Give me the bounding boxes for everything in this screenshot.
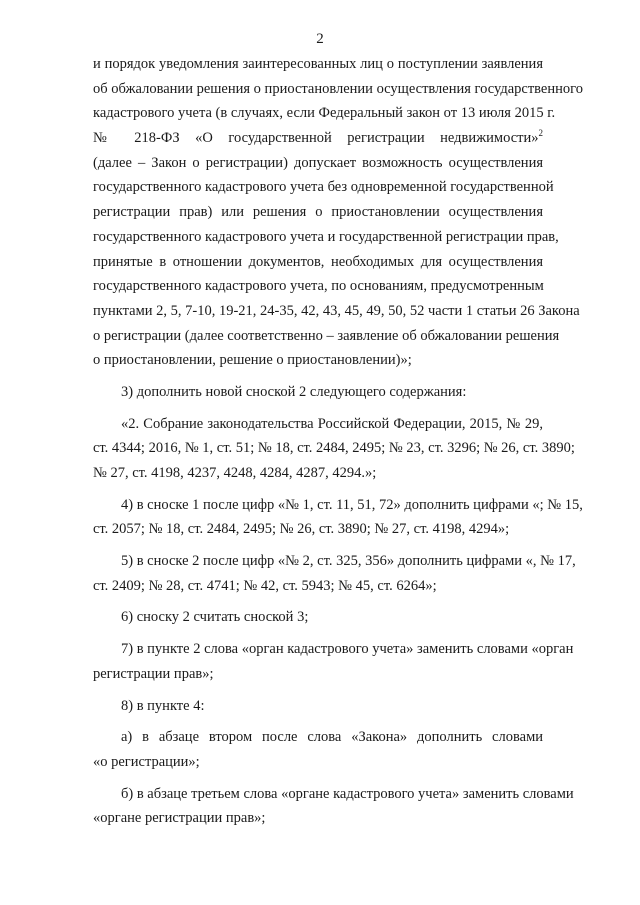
text-line: ст. 4344; 2016, № 1, ст. 51; № 18, ст. 2484, 2495; № 23, ст. 3296; № 26, ст. 3890;: [93, 440, 575, 457]
text-line: 3) дополнить новой сноской 2 следующего содержания:: [121, 383, 467, 400]
text-line: ст. 2057; № 18, ст. 2484, 2495; № 26, ст. 3890; № 27, ст. 4198, 4294»;: [93, 521, 510, 538]
text-line: государственного кадастрового учета без одновременной государственной: [93, 179, 554, 196]
text-line: пунктами 2, 5, 7-10, 19-21, 24-35, 42, 43, 45, 49, 50, 52 части 1 статьи 26 Закона: [93, 302, 580, 319]
text-line: 8) в пункте 4:: [121, 697, 205, 714]
text-line: кадастрового учета (в случаях, если Федеральный закон от 13 июля 2015 г.: [93, 105, 556, 122]
text-line: б) в абзаце третьем слова «органе кадастрового учета» заменить словами: [121, 785, 574, 802]
text-line: 4) в сноске 1 после цифр «№ 1, ст. 11, 51, 72» дополнить цифрами «; № 15,: [121, 496, 583, 513]
text-line: (далее – Закон о регистрации) допускает возможность осуществления: [93, 154, 543, 171]
text-line: 6) сноску 2 считать сноской 3;: [121, 609, 309, 626]
text-line: «2. Собрание законодательства Российской Федерации, 2015, № 29,: [121, 415, 543, 432]
text-line: № 27, ст. 4198, 4237, 4248, 4284, 4287, 4294.»;: [93, 465, 377, 481]
text-line: принятые в отношении документов, необходимых для осуществления: [93, 253, 543, 270]
text-line: № 218-ФЗ «О государственной регистрации недвижимости»$^2$: [93, 128, 543, 147]
document-body: [93, 52, 583, 831]
text-line: об обжаловании решения о приостановлении осуществления государственного: [93, 80, 583, 97]
text-line: государственного кадастрового учета, по основаниям, предусмотренным: [93, 278, 544, 295]
text-line: о регистрации (далее соответственно – заявление об обжаловании решения: [93, 327, 560, 344]
text-line: 7) в пункте 2 слова «орган кадастрового учета» заменить словами «орган: [121, 641, 574, 658]
text-line: «о регистрации»;: [93, 753, 200, 770]
footnote-marker: 2: [538, 128, 543, 139]
text-line: регистрации прав) или решения о приостановлении осуществления: [93, 204, 543, 221]
page-number: 2: [316, 31, 324, 47]
text-line: а) в абзаце втором после слова «Закона» дополнить словами: [121, 729, 543, 746]
text-line: государственного кадастрового учета и государственной регистрации прав,: [93, 228, 559, 245]
text-line: о приостановлении, решение о приостановлении)»;: [93, 352, 412, 369]
text-line: ст. 2409; № 28, ст. 4741; № 42, ст. 5943; № 45, ст. 6264»;: [93, 577, 437, 594]
text-line: 5) в сноске 2 после цифр «№ 2, ст. 325, 356» дополнить цифрами «, № 17,: [121, 553, 576, 570]
text-line: «органе регистрации прав»;: [93, 810, 266, 827]
text-line: регистрации прав»;: [93, 665, 214, 682]
text-line: и порядок уведомления заинтересованных лиц о поступлении заявления: [93, 56, 543, 72]
